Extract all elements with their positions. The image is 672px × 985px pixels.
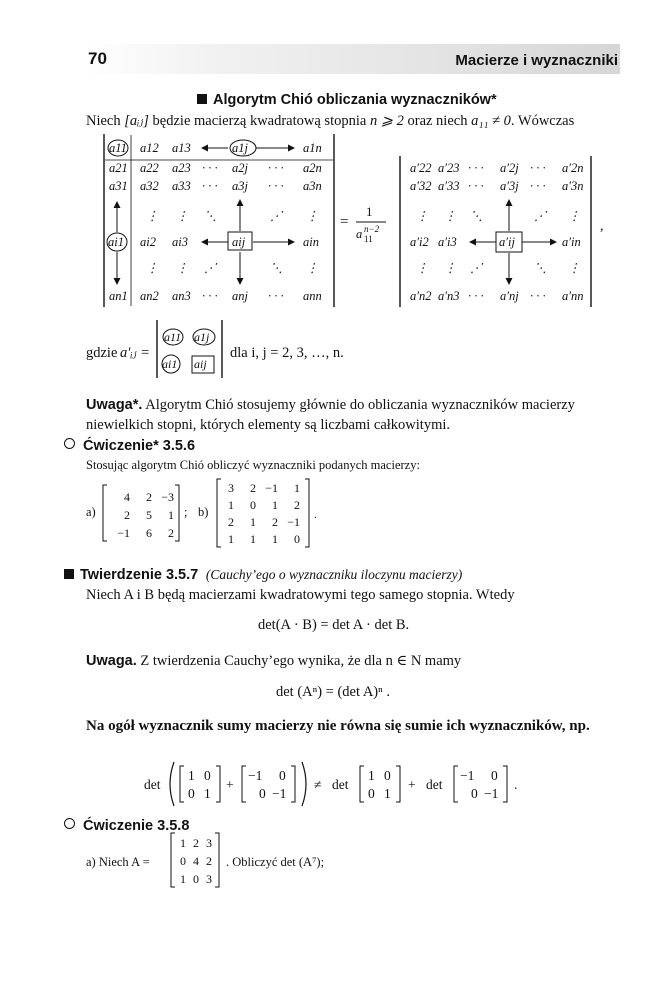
svg-text:det: det xyxy=(144,777,161,792)
svg-text:ai3: ai3 xyxy=(172,235,188,249)
svg-text:a′23: a′23 xyxy=(438,161,460,175)
svg-text:.: . xyxy=(514,777,518,792)
matrix-a-cell: 2 xyxy=(124,508,130,522)
svg-text:a′2j: a′2j xyxy=(500,161,519,175)
where-label: gdzie xyxy=(86,345,118,361)
svg-text:ai2: ai2 xyxy=(140,235,156,249)
svg-text:1: 1 xyxy=(188,768,195,783)
svg-text:a12: a12 xyxy=(140,141,159,155)
exercise2-matrix-cell: 3 xyxy=(206,872,212,886)
svg-text:a3j: a3j xyxy=(232,179,248,193)
exercise1-matrix-b xyxy=(214,476,324,550)
where-lhs: a′ᵢⱼ = xyxy=(120,345,150,361)
svg-text:a′33: a′33 xyxy=(438,179,460,193)
svg-text:a′i2: a′i2 xyxy=(410,235,429,249)
svg-text:0: 0 xyxy=(188,786,195,801)
svg-text:⋱: ⋱ xyxy=(270,261,283,275)
exercise1-heading xyxy=(64,438,195,454)
svg-text:0: 0 xyxy=(384,768,391,783)
theorem-text: Niech A i B będą macierzami kwadratowymi tego samego stopnia. Wtedy xyxy=(86,587,515,603)
svg-text:· · ·: · · · xyxy=(468,179,484,193)
algorithm-heading xyxy=(197,92,497,108)
svg-text:a′3j: a′3j xyxy=(500,179,519,193)
exercise2-title: Ćwiczenie 3.5.8 xyxy=(83,818,190,834)
svg-text:· · ·: · · · xyxy=(468,289,484,303)
section-square-icon xyxy=(197,94,207,104)
note1-text: Algorytm Chió stosujemy głównie do obliczania wyznaczników macierzy niewielkich stopni, których elementy są liczbami całkowitymi. xyxy=(86,397,575,433)
svg-text:a1j: a1j xyxy=(194,330,210,344)
note1 xyxy=(86,395,622,435)
svg-text:a33: a33 xyxy=(172,179,191,193)
svg-text:a′n3: a′n3 xyxy=(438,289,460,303)
exercise2-matrix-cell: 2 xyxy=(193,836,199,850)
svg-text:· · ·: · · · xyxy=(530,289,546,303)
svg-text:· · ·: · · · xyxy=(468,161,484,175)
exercise2-a-suffix: . Obliczyć det (A⁷); xyxy=(226,855,325,869)
matrix-b-cell: 1 xyxy=(272,532,278,546)
theorem-subtitle: (Cauchy’ego o wyznaczniku iloczynu macierzy) xyxy=(205,567,463,582)
svg-text:det: det xyxy=(332,777,349,792)
note2-formula: det (Aⁿ) = (det A)ⁿ . xyxy=(276,684,390,700)
intro-condition-a: a₁₁ ≠ 0 xyxy=(471,113,511,129)
matrix-a-cell: 2 xyxy=(168,526,174,540)
svg-text:a′22: a′22 xyxy=(410,161,432,175)
svg-text:a2n: a2n xyxy=(303,161,322,175)
intro-matrix-symbol: [aᵢⱼ] xyxy=(124,113,149,129)
svg-text:1: 1 xyxy=(384,786,391,801)
svg-text:a21: a21 xyxy=(109,161,128,175)
exercise1-matrix-a xyxy=(100,482,182,544)
svg-text:a23: a23 xyxy=(172,161,191,175)
svg-text:⋮: ⋮ xyxy=(416,209,429,223)
intro-text-2: będzie macierzą kwadratową stopnia xyxy=(148,113,370,129)
intro-condition-n: n ⩾ 2 xyxy=(369,113,404,129)
exercise-circle-icon xyxy=(64,438,75,449)
svg-text:a′nj: a′nj xyxy=(500,289,519,303)
svg-text:a2j: a2j xyxy=(232,161,248,175)
svg-text:+: + xyxy=(226,777,234,792)
svg-text:=: = xyxy=(340,214,349,230)
svg-text:0: 0 xyxy=(279,768,286,783)
matrix-b-cell: 1 xyxy=(272,498,278,512)
matrix-b-cell: −1 xyxy=(287,515,300,529)
matrix-b-cell: 1 xyxy=(250,515,256,529)
svg-text:a11: a11 xyxy=(109,141,127,155)
svg-text:a1n: a1n xyxy=(303,141,322,155)
svg-text:⋮: ⋮ xyxy=(146,209,159,223)
chapter-title: Macierze i wyznaczniki xyxy=(455,52,618,69)
svg-text:⋮: ⋮ xyxy=(306,261,319,275)
svg-text:a11: a11 xyxy=(164,330,182,344)
svg-text:· · ·: · · · xyxy=(268,289,284,303)
svg-text:⋮: ⋮ xyxy=(176,261,189,275)
intro-text-1: Niech xyxy=(86,113,125,129)
page-number: 70 xyxy=(88,49,107,68)
svg-text:a′n2: a′n2 xyxy=(410,289,432,303)
svg-text:ann: ann xyxy=(303,289,322,303)
theorem-heading xyxy=(64,567,462,584)
svg-text:aij: aij xyxy=(194,357,207,371)
svg-text:≠: ≠ xyxy=(314,777,322,792)
svg-text:a32: a32 xyxy=(140,179,159,193)
svg-text:−1: −1 xyxy=(248,768,263,783)
svg-text:,: , xyxy=(600,219,604,234)
svg-text:anj: anj xyxy=(232,289,248,303)
exercise1-b-label: b) xyxy=(198,505,209,519)
svg-text:a1j: a1j xyxy=(232,141,248,155)
svg-text:⋰: ⋰ xyxy=(534,209,547,223)
matrix-a-cell: −1 xyxy=(117,526,130,540)
matrix-b-cell: 2 xyxy=(294,498,300,512)
matrix-a-cell: 5 xyxy=(146,508,152,522)
note2-text: Z twierdzenia Cauchy’ego wynika, że dla n ∈ N mamy xyxy=(136,653,462,669)
svg-text:a′i3: a′i3 xyxy=(438,235,457,249)
svg-text:.: . xyxy=(314,507,317,521)
theorem-title: Twierdzenie 3.5.7 xyxy=(80,567,199,583)
svg-text:· · ·: · · · xyxy=(202,179,218,193)
svg-text:a31: a31 xyxy=(109,179,128,193)
svg-text:det: det xyxy=(426,777,443,792)
where-range: dla i, j = 2, 3, …, n. xyxy=(230,345,344,361)
svg-text:· · ·: · · · xyxy=(268,161,284,175)
svg-text:n−2: n−2 xyxy=(364,224,380,234)
svg-text:a′in: a′in xyxy=(562,235,581,249)
matrix-a-cell: 6 xyxy=(146,526,152,540)
svg-text:⋮: ⋮ xyxy=(176,209,189,223)
bold-statement: Na ogół wyznacznik sumy macierzy nie równa się sumie ich wyznaczników, np. xyxy=(86,718,590,734)
svg-text:⋱: ⋱ xyxy=(204,209,217,223)
svg-text:· · ·: · · · xyxy=(202,289,218,303)
matrix-a-cell: −3 xyxy=(161,490,174,504)
svg-text:a22: a22 xyxy=(140,161,159,175)
svg-text:⋮: ⋮ xyxy=(568,261,581,275)
exercise2-a-prefix: a) Niech A = xyxy=(86,855,150,869)
svg-text:⋱: ⋱ xyxy=(470,209,483,223)
note2-label: Uwaga. xyxy=(86,653,137,669)
svg-text:⋮: ⋮ xyxy=(306,209,319,223)
separator-semicolon: ; xyxy=(184,505,188,519)
matrix-b-cell: 1 xyxy=(228,532,234,546)
svg-text:· · ·: · · · xyxy=(268,179,284,193)
fraction-numerator: 1 xyxy=(366,204,373,219)
theorem-formula: det(A · B) = det A · det B. xyxy=(258,617,410,633)
svg-text:11: 11 xyxy=(364,234,373,244)
svg-text:· · ·: · · · xyxy=(530,161,546,175)
exercise2-matrix-a xyxy=(168,830,224,890)
matrix-b-cell: −1 xyxy=(265,481,278,495)
intro-text-3: oraz niech xyxy=(403,113,472,129)
exercise2-matrix-cell: 0 xyxy=(193,872,199,886)
matrix-b-cell: 3 xyxy=(228,481,234,495)
svg-text:0: 0 xyxy=(204,768,211,783)
svg-text:+: + xyxy=(408,777,416,792)
exercise1-a-label: a) xyxy=(86,505,96,519)
svg-text:⋮: ⋮ xyxy=(416,261,429,275)
svg-text:⋰: ⋰ xyxy=(470,261,483,275)
svg-text:⋰: ⋰ xyxy=(270,209,283,223)
matrix-b-cell: 2 xyxy=(250,481,256,495)
chio-2x2-determinant xyxy=(154,318,228,380)
svg-text:ain: ain xyxy=(303,235,319,249)
exercise1-title: Ćwiczenie* 3.5.6 xyxy=(83,438,196,454)
svg-text:a′2n: a′2n xyxy=(562,161,584,175)
exercise2-matrix-cell: 1 xyxy=(180,872,186,886)
matrix-b-cell: 1 xyxy=(294,481,300,495)
matrix-b-cell: 1 xyxy=(228,498,234,512)
exercise2-matrix-cell: 2 xyxy=(206,854,212,868)
matrix-a-cell: 4 xyxy=(124,490,130,504)
exercise2-matrix-cell: 4 xyxy=(193,854,199,868)
exercise2-matrix-cell: 3 xyxy=(206,836,212,850)
svg-text:−1: −1 xyxy=(272,786,287,801)
svg-text:a′32: a′32 xyxy=(410,179,432,193)
exercise-circle-icon xyxy=(64,818,75,829)
section-square-icon xyxy=(64,569,74,579)
exercise2-matrix-cell: 1 xyxy=(180,836,186,850)
svg-text:a13: a13 xyxy=(172,141,191,155)
svg-text:a′3n: a′3n xyxy=(562,179,584,193)
matrix-b-cell: 0 xyxy=(294,532,300,546)
svg-text:1: 1 xyxy=(368,768,375,783)
note1-label: Uwaga*. xyxy=(86,397,143,413)
algorithm-intro xyxy=(86,111,574,131)
matrix-a-cell: 2 xyxy=(146,490,152,504)
svg-text:⋮: ⋮ xyxy=(146,261,159,275)
exercise2-matrix-cell: 0 xyxy=(180,854,186,868)
svg-text:a: a xyxy=(356,227,363,241)
svg-text:1: 1 xyxy=(204,786,211,801)
svg-text:· · ·: · · · xyxy=(530,179,546,193)
exercise1-instruction: Stosując algorytm Chió obliczyć wyznaczniki podanych macierzy: xyxy=(86,458,420,472)
svg-text:an2: an2 xyxy=(140,289,159,303)
svg-text:⋰: ⋰ xyxy=(204,261,217,275)
matrix-b-cell: 1 xyxy=(250,532,256,546)
svg-text:a3n: a3n xyxy=(303,179,322,193)
svg-text:0: 0 xyxy=(471,786,478,801)
svg-text:an3: an3 xyxy=(172,289,191,303)
svg-text:0: 0 xyxy=(259,786,266,801)
svg-text:· · ·: · · · xyxy=(202,161,218,175)
matrix-b-cell: 2 xyxy=(228,515,234,529)
det-inequality-formula xyxy=(144,758,544,810)
algorithm-title: Algorytm Chió obliczania wyznaczników* xyxy=(213,92,497,108)
svg-text:aij: aij xyxy=(232,235,246,249)
matrix-b-cell: 2 xyxy=(272,515,278,529)
svg-text:⋮: ⋮ xyxy=(444,209,457,223)
matrix-a-cell: 1 xyxy=(168,508,174,522)
svg-text:⋮: ⋮ xyxy=(568,209,581,223)
svg-text:ai1: ai1 xyxy=(162,357,178,371)
note2 xyxy=(86,651,461,671)
svg-text:−1: −1 xyxy=(484,786,499,801)
svg-text:a′ij: a′ij xyxy=(499,235,515,249)
svg-text:⋮: ⋮ xyxy=(444,261,457,275)
svg-text:−1: −1 xyxy=(460,768,475,783)
svg-text:an1: an1 xyxy=(109,289,128,303)
chio-scheme-diagram xyxy=(98,132,620,310)
svg-text:a′nn: a′nn xyxy=(562,289,584,303)
svg-text:0: 0 xyxy=(368,786,375,801)
svg-text:0: 0 xyxy=(491,768,498,783)
matrix-b-cell: 0 xyxy=(250,498,256,512)
svg-text:⋱: ⋱ xyxy=(534,261,547,275)
svg-text:ai1: ai1 xyxy=(108,235,124,249)
intro-text-4: . Wówczas xyxy=(510,113,575,129)
